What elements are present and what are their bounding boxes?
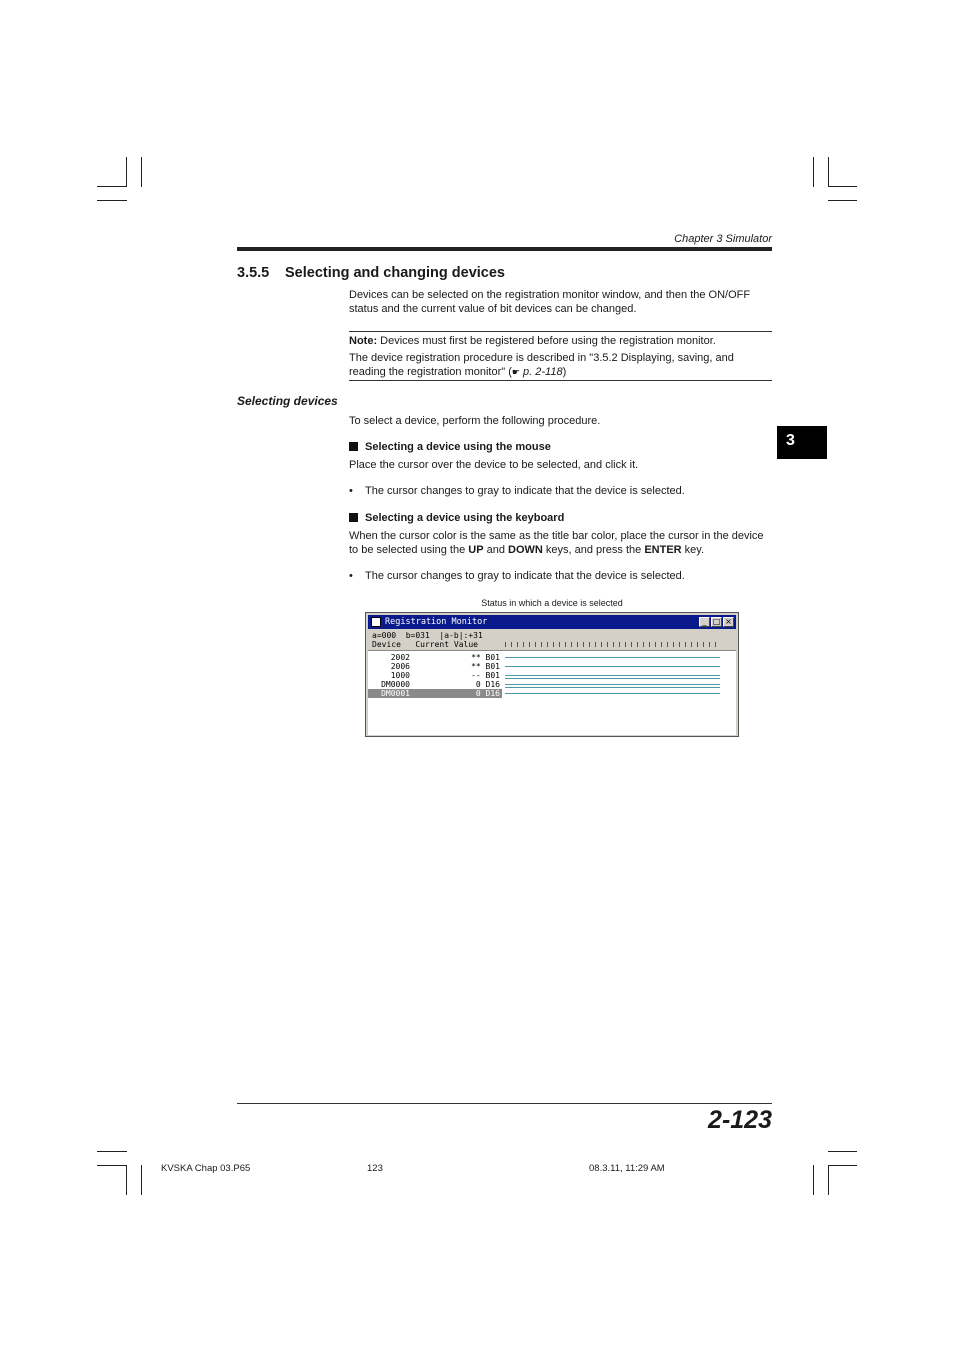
maximize-button[interactable]: □ (712, 617, 721, 626)
note-close-paren: ) (562, 366, 567, 378)
key-up: UP (468, 544, 484, 556)
crop-mark (97, 1165, 127, 1166)
waveform-trace (505, 687, 720, 688)
close-button[interactable]: × (723, 617, 734, 627)
bullet-dot-icon: • (349, 485, 353, 497)
crop-mark (141, 157, 142, 187)
procedure-intro: To select a device, perform the following procedure. (349, 415, 601, 427)
note-line-2 (349, 351, 772, 379)
crop-mark (97, 186, 127, 187)
crop-mark (126, 157, 127, 187)
keyboard-text-part: keys, and press the (542, 544, 645, 556)
section-heading (237, 265, 505, 281)
crop-mark (813, 1165, 814, 1195)
chapter-tab: 3 (777, 426, 827, 459)
device-name: DM0001 (381, 689, 410, 698)
crop-mark (828, 1151, 857, 1152)
note-text: Devices must first be registered before using the registration monitor. (377, 335, 716, 347)
key-enter: ENTER (644, 544, 682, 556)
crop-mark (141, 1165, 142, 1195)
device-row[interactable] (368, 671, 502, 680)
device-row[interactable] (368, 662, 502, 671)
device-value: -- B01 (471, 671, 500, 680)
waveform-trace (505, 678, 720, 679)
device-name: 2002 (390, 653, 410, 662)
section-title: Selecting and changing devices (285, 265, 505, 281)
cursor-readout: a=000 b=031 |a-b|:+31 (372, 631, 483, 640)
device-name: 1000 (390, 671, 410, 680)
keyboard-text-part: and (483, 544, 508, 556)
note-reference-text: The device registration procedure is described in "3.5.2 Displaying, saving, and reading the registration monitor" ( (349, 352, 734, 378)
app-icon (371, 617, 381, 627)
crop-mark (97, 200, 127, 201)
device-row[interactable] (368, 680, 502, 689)
chapter-header: Chapter 3 Simulator (674, 233, 772, 245)
waveform-trace (505, 684, 720, 685)
page-number: 2-123 (708, 1106, 772, 1134)
monitor-header (368, 631, 736, 650)
waveform-trace (505, 657, 720, 658)
note-page-link[interactable]: p. 2-118 (523, 366, 563, 378)
keyboard-text (349, 529, 772, 557)
figure-caption: Status in which a device is selected (481, 598, 623, 608)
crop-mark (126, 1165, 127, 1195)
keyboard-text-part: When the cursor color is the same as the title bar color, place the cursor in the device to be selected using the (349, 530, 764, 556)
bottom-rule (237, 1103, 772, 1104)
keyboard-text-part: key. (681, 544, 705, 556)
footer-date: 08.3.11, 11:29 AM (589, 1163, 665, 1174)
device-name: DM0000 (381, 680, 410, 689)
crop-mark (828, 157, 829, 187)
footer-page: 123 (367, 1163, 383, 1174)
note-line-1 (349, 334, 772, 348)
footer-file: KVSKA Chap 03.P65 (161, 1163, 251, 1174)
device-value: 0 D16 (475, 689, 500, 698)
mouse-heading-text: Selecting a device using the mouse (365, 441, 551, 453)
note-label: Note: (349, 335, 378, 347)
crop-mark (828, 1165, 857, 1166)
device-value: ** B01 (471, 662, 500, 671)
square-bullet-icon (349, 513, 358, 522)
column-headers: Device Current Value (372, 640, 478, 649)
crop-mark (828, 200, 857, 201)
crop-mark (97, 1151, 127, 1152)
registration-monitor-window (365, 612, 739, 737)
bullet-dot-icon: • (349, 570, 353, 582)
mouse-heading (349, 441, 551, 453)
window-titlebar[interactable] (368, 615, 736, 629)
waveform-trace (505, 675, 720, 676)
device-value: ** B01 (471, 653, 500, 662)
keyboard-heading (349, 512, 564, 524)
crop-mark (813, 157, 814, 187)
device-value: 0 D16 (475, 680, 500, 689)
square-bullet-icon (349, 442, 358, 451)
crop-mark (828, 1165, 829, 1195)
time-scale-ruler (505, 642, 720, 647)
top-rule (237, 247, 772, 251)
device-name: 2006 (390, 662, 410, 671)
waveform-trace (505, 693, 720, 694)
waveform-trace (505, 666, 720, 667)
subsection-heading: Selecting devices (237, 394, 338, 408)
section-number: 3.5.5 (237, 265, 270, 281)
minimize-button[interactable]: _ (699, 617, 710, 627)
intro-paragraph: Devices can be selected on the registration monitor window, and then the ON/OFF status and the current value of bit devices can be changed. (349, 289, 751, 315)
keyboard-bullet (349, 570, 685, 582)
keyboard-heading-text: Selecting a device using the keyboard (365, 512, 565, 524)
mouse-text: Place the cursor over the device to be selected, and click it. (349, 459, 639, 471)
keyboard-bullet-text: The cursor changes to gray to indicate that the device is selected. (365, 570, 685, 582)
device-row-selected[interactable] (368, 689, 502, 698)
key-down: DOWN (508, 544, 543, 556)
device-row[interactable] (368, 653, 502, 662)
device-list-pane (368, 650, 736, 735)
mouse-bullet (349, 485, 685, 497)
note-box (349, 331, 772, 381)
mouse-bullet-text: The cursor changes to gray to indicate that the device is selected. (365, 485, 685, 497)
crop-mark (828, 186, 857, 187)
window-title: Registration Monitor (385, 617, 488, 627)
page-ref-icon: ☛ (511, 367, 520, 377)
